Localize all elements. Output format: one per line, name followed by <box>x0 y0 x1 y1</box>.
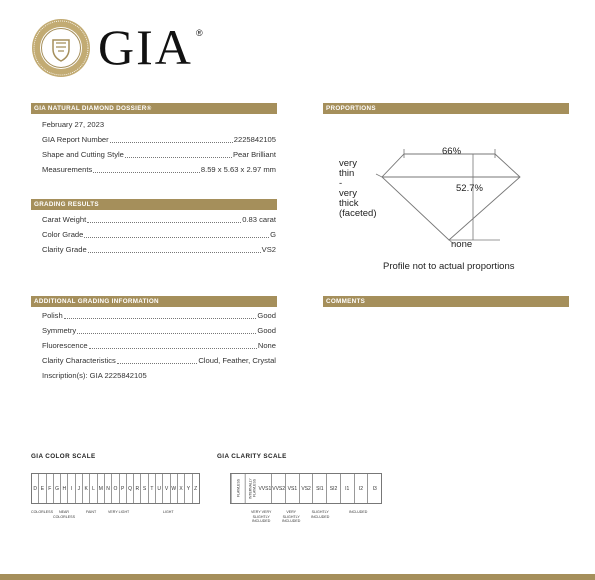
color-grade: Y <box>185 474 192 503</box>
clarity-characteristics-row <box>42 355 276 367</box>
clarity-group-label: VERY VERY SLIGHTLY INCLUDED <box>251 510 272 523</box>
color-group-label: COLORLESS <box>31 510 53 514</box>
color-grade: O <box>112 474 119 503</box>
clarity-grade-row <box>42 244 276 256</box>
color-grade: L <box>90 474 97 503</box>
color-group-label: LIGHT <box>163 510 174 514</box>
color-grade: Q <box>127 474 134 503</box>
color-grade: G <box>54 474 61 503</box>
color-grade: N <box>105 474 112 503</box>
clarity-scale-title: GIA CLARITY SCALE <box>217 453 287 460</box>
color-group-label: VERY LIGHT <box>108 510 130 514</box>
depth-percent: 52.7% <box>456 183 483 194</box>
field-label: Measurements <box>42 165 93 174</box>
report-number-row <box>42 134 276 146</box>
field-value: Pear Brilliant <box>232 150 276 159</box>
color-grade: S <box>141 474 148 503</box>
clarity-group-label: SLIGHTLY INCLUDED <box>311 510 330 519</box>
clarity-grade: I2 <box>355 474 369 503</box>
field-value: Good <box>257 311 276 320</box>
table-percent: 66% <box>442 146 462 157</box>
clarity-grade: VS1 <box>286 474 300 503</box>
footer-bar <box>0 574 595 580</box>
shape-row <box>42 149 276 161</box>
color-scale <box>31 473 200 504</box>
report-date: February 27, 2023 <box>42 120 105 129</box>
profile-caption: Profile not to actual proportions <box>383 261 515 272</box>
color-grade: W <box>171 474 178 503</box>
clarity-group-label: VERY SLIGHTLY INCLUDED <box>282 510 301 523</box>
girdle-label: very thin - very thick (faceted) <box>339 158 377 219</box>
color-grade: V <box>163 474 170 503</box>
proportions-header: PROPORTIONS <box>323 103 569 114</box>
registered-mark: ® <box>196 28 203 38</box>
additional-header: ADDITIONAL GRADING INFORMATION <box>31 296 277 307</box>
comments-header: COMMENTS <box>323 296 569 307</box>
field-value: 2225842105 <box>233 135 276 144</box>
field-label: Fluorescence <box>42 341 88 350</box>
clarity-grade: I1 <box>341 474 355 503</box>
field-value: Cloud, Feather, Crystal <box>198 356 276 365</box>
dossier-header: GIA NATURAL DIAMOND DOSSIER® <box>31 103 277 114</box>
field-value: 8.59 x 5.63 x 2.97 mm <box>200 165 276 174</box>
field-label: Symmetry <box>42 326 77 335</box>
clarity-grade: I3 <box>372 486 377 492</box>
clarity-grade: VVS1 <box>258 474 272 503</box>
polish-row <box>42 310 276 322</box>
field-value: VS2 <box>261 245 276 254</box>
color-grade: D <box>32 474 39 503</box>
color-grade: R <box>134 474 141 503</box>
clarity-grade: VS2 <box>300 474 314 503</box>
symmetry-row <box>42 325 276 337</box>
clarity-grade: SI2 <box>327 474 341 503</box>
color-group-label: NEAR COLORLESS <box>53 510 75 519</box>
field-label: Carat Weight <box>42 215 87 224</box>
color-grade: P <box>120 474 127 503</box>
field-label: Color Grade <box>42 230 84 239</box>
field-label: Clarity Characteristics <box>42 356 116 365</box>
field-value: Good <box>257 326 276 335</box>
clarity-grade: VVS2 <box>272 474 286 503</box>
field-label: Shape and Cutting Style <box>42 150 124 159</box>
color-scale-title: GIA COLOR SCALE <box>31 453 96 460</box>
fluorescence-row <box>42 340 276 352</box>
clarity-grade: FLAWLESS <box>231 474 245 503</box>
gia-wordmark: GIA <box>98 19 193 75</box>
color-grade: F <box>47 474 54 503</box>
color-grade: U <box>156 474 163 503</box>
measurements-row <box>42 164 276 176</box>
inscription: Inscription(s): GIA 2225842105 <box>42 371 147 380</box>
color-group-label: FAINT <box>86 510 97 514</box>
color-grade: X <box>178 474 185 503</box>
color-grade: E <box>39 474 46 503</box>
gia-seal-logo <box>31 18 91 78</box>
field-value: 0.83 carat <box>242 215 276 224</box>
field-label: Polish <box>42 311 63 320</box>
color-grade: T <box>149 474 156 503</box>
grading-header: GRADING RESULTS <box>31 199 277 210</box>
field-label: Clarity Grade <box>42 245 87 254</box>
field-value: None <box>257 341 276 350</box>
field-label: GIA Report Number <box>42 135 109 144</box>
color-grade: J <box>76 474 83 503</box>
culet-label: none <box>451 239 473 250</box>
color-grade: K <box>83 474 90 503</box>
clarity-grade: INTERNALLY FLAWLESS <box>245 474 259 503</box>
carat-row <box>42 214 276 226</box>
color-grade: I <box>68 474 75 503</box>
clarity-grade: SI1 <box>313 474 327 503</box>
color-grade-row <box>42 229 276 241</box>
clarity-group-label: INCLUDED <box>349 510 368 514</box>
field-value: G <box>270 230 276 239</box>
color-grade: H <box>61 474 68 503</box>
color-grade: M <box>98 474 105 503</box>
color-grade: Z <box>194 486 198 492</box>
clarity-scale <box>230 473 382 504</box>
